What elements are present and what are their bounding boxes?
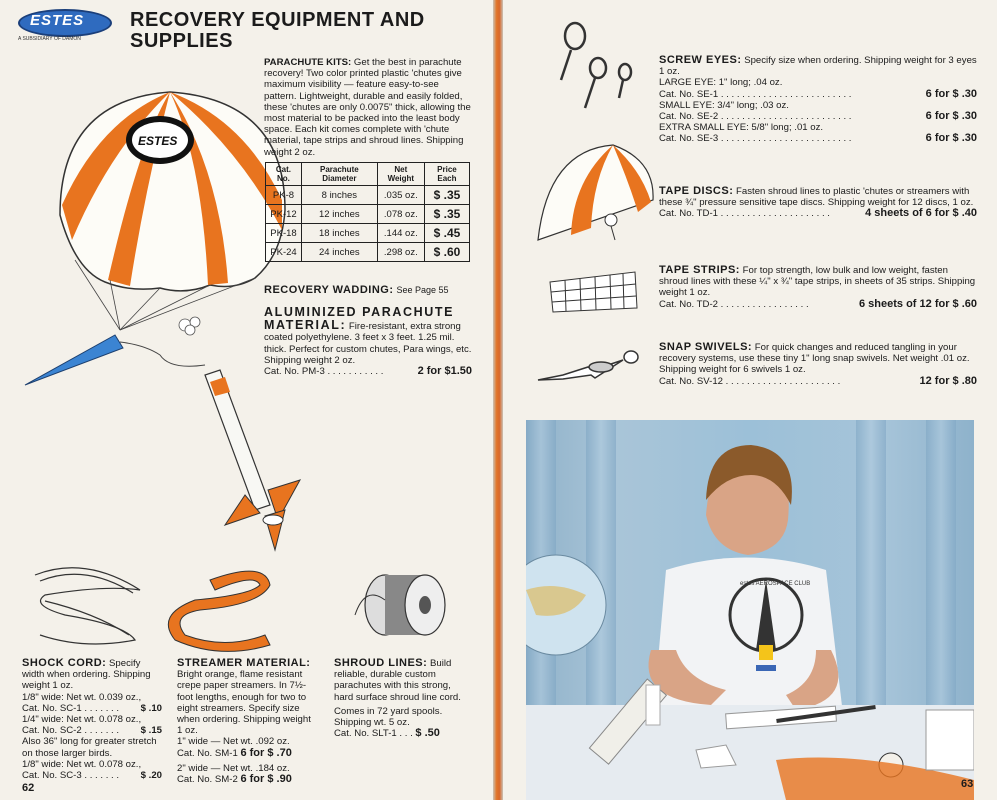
shock-price: $ .10 xyxy=(140,702,162,714)
streamer-price: 6 for $ .70 xyxy=(240,746,292,759)
screw-price: 6 for $ .30 xyxy=(925,132,977,145)
table-row xyxy=(266,186,470,205)
swivels-order-line xyxy=(659,376,977,387)
screw-order-line xyxy=(659,133,977,144)
shroud-text: Build reliable, durable custom parachutes with this strong, hard surface shroud line cord. xyxy=(334,658,461,703)
shock-order-line xyxy=(22,725,162,736)
streamer-heading: STREAMER MATERIAL: xyxy=(177,657,311,669)
table-cell: PK-12 xyxy=(266,205,302,224)
screw-price: 6 for $ .30 xyxy=(925,110,977,123)
logo-text: ESTES xyxy=(30,12,85,29)
shock-order-line xyxy=(22,770,162,781)
screw-cat: Cat. No. SE-2 . . . . . . . . . . . . . . . . . . . . . . . . . xyxy=(659,111,852,123)
table-cell: .035 oz. xyxy=(377,186,424,205)
parachute-kits-heading: PARACHUTE KITS: xyxy=(264,57,352,68)
page-number-left: 62 xyxy=(22,782,35,794)
streamer-text: Bright orange, flame resistant crepe paper streamers. In 7½-foot lengths, enough for two to eight streamers. Specify size when ordering. Shipping weight 1 oz. xyxy=(177,669,311,737)
shock-cat: Cat. No. SC-1 . . . . . . . xyxy=(22,702,120,714)
table-cell: PK-18 xyxy=(266,224,302,243)
screw-size-line: LARGE EYE: 1" long; .04 oz. xyxy=(659,77,783,89)
shroud-heading: SHROUD LINES: xyxy=(334,657,428,669)
table-cell: $ .60 xyxy=(424,243,469,262)
aluminized-text: Fire-resistant, extra strong coated polyethylene. 3 feet x 3 feet. 1.25 mil. thick. Perfect for custom chutes, Para wings, etc. Shipping weight 2 oz. xyxy=(264,321,472,366)
screw-order-line xyxy=(659,89,977,100)
table-cell: $ .35 xyxy=(424,186,469,205)
table-row xyxy=(266,224,470,243)
shock-cord-coil xyxy=(35,568,140,644)
screw-eyes-section xyxy=(659,55,977,145)
shock-price: $ .15 xyxy=(140,725,162,737)
tape-strips-heading: TAPE STRIPS: xyxy=(659,264,740,276)
tape-disc-chute-illustration xyxy=(533,140,658,250)
tape-strips-illustration xyxy=(545,270,640,315)
aluminized-material xyxy=(264,306,472,377)
photo-scene xyxy=(526,420,974,800)
table-header: Price Each xyxy=(424,163,469,186)
screw-cat: Cat. No. SE-3 . . . . . . . . . . . . . . . . . . . . . . . . . xyxy=(659,133,852,145)
table-cell: 18 inches xyxy=(301,224,377,243)
screw-eyes-illustration xyxy=(543,20,643,115)
tape-strips-cat: Cat. No. TD-2 . . . . . . . . . . . . . . . . . xyxy=(659,298,809,310)
shock-line: 1/4" wide: Net wt. 0.078 oz., xyxy=(22,714,142,726)
tape-discs-heading: TAPE DISCS: xyxy=(659,185,734,197)
wadding-heading: RECOVERY WADDING: xyxy=(264,284,394,296)
parachute-kits-desc xyxy=(264,57,472,158)
table-cell: 12 inches xyxy=(301,205,377,224)
page-gutter xyxy=(493,0,503,800)
shirt-text: estes AEROSPACE CLUB xyxy=(740,581,811,587)
rocket-body xyxy=(205,370,300,550)
supplies-illustrations xyxy=(25,555,475,655)
aluminized-price: 2 for $1.50 xyxy=(417,365,472,378)
shroud-line-spool xyxy=(355,575,445,635)
aluminized-order-line xyxy=(264,366,472,377)
shock-cat: Cat. No. SC-2 . . . . . . . xyxy=(22,725,120,737)
table-cell: $ .45 xyxy=(424,224,469,243)
table-cell: $ .35 xyxy=(424,205,469,224)
screw-order-line xyxy=(659,111,977,122)
snap-swivel-illustration xyxy=(533,345,643,390)
shock-line: 1/8" wide: Net wt. 0.078 oz., xyxy=(22,758,142,770)
swivels-price: 12 for $ .80 xyxy=(919,374,977,387)
large-eye-icon xyxy=(565,23,585,49)
streamer-cat: Cat. No. SM-1 xyxy=(177,747,238,759)
screw-heading: SCREW EYES: xyxy=(659,54,742,66)
screw-price: 6 for $ .30 xyxy=(925,87,977,100)
streamer-cat: Cat. No. SM-2 xyxy=(177,774,238,786)
shock-cord-text: Specify width when ordering. Shipping weight 1 oz. xyxy=(22,658,151,692)
page-title: RECOVERY EQUIPMENT AND SUPPLIES xyxy=(130,9,425,52)
streamer-ribbon xyxy=(168,571,270,651)
extra-small-eye-icon xyxy=(619,64,631,80)
builder-photo xyxy=(526,420,974,800)
shock-line: 1/8" wide: Net wt. 0.039 oz., xyxy=(22,691,142,703)
screw-text: Specify size when ordering. Shipping weight for 3 eyes 1 oz. xyxy=(659,55,977,78)
swivels-text: For quick changes and reduced tangling in your recovery systems, use these tiny 1" long snap swivels. Net weight .01 oz. Shipping weight for 6 swivels 1 oz. xyxy=(659,342,970,376)
swivels-heading: SNAP SWIVELS: xyxy=(659,341,753,353)
shock-order-line xyxy=(22,703,162,714)
shock-price: $ .20 xyxy=(140,770,162,782)
person xyxy=(649,445,847,740)
tape-strips-section xyxy=(659,265,977,310)
table-header: Net Weight xyxy=(377,163,424,186)
screw-cat: Cat. No. SE-1 . . . . . . . . . . . . . . . . . . . . . . . . . xyxy=(659,88,852,100)
table-row xyxy=(266,205,470,224)
parachute-canopy xyxy=(60,92,285,291)
left-page xyxy=(0,0,493,800)
parachute-price-table xyxy=(265,162,470,262)
shroud-price: $ .50 xyxy=(415,727,440,740)
svg-text:ESTES: ESTES xyxy=(138,134,178,148)
shock-cord-heading: SHOCK CORD: xyxy=(22,657,107,669)
table-header: Cat. No. xyxy=(266,163,302,186)
table-cell: .078 oz. xyxy=(377,205,424,224)
streamer-section xyxy=(177,658,317,785)
aluminized-heading: ALUMINIZED PARACHUTE MATERIAL: xyxy=(264,305,455,333)
screw-size-line: SMALL EYE: 3/4" long; .03 oz. xyxy=(659,99,789,111)
tape-discs-price: 4 sheets of 6 for $ .40 xyxy=(865,207,977,220)
tape-strips-text: For top strength, low bulk and low weight, fasten shroud lines with these ¼" x ¾" tape strips, in sheets of 35 strips. Shipping weight 1 oz. xyxy=(659,265,976,299)
shock-cord-section xyxy=(22,658,162,781)
streamer-line: 2" wide — Net wt. .184 oz. xyxy=(177,762,290,774)
tape-discs-section xyxy=(659,186,977,220)
parachute-kits-text: Get the best in parachute recovery! Two color printed plastic 'chutes give maximum visibility — feature easy-to-see pattern. Lightweight, durable and easily folded, these 'chutes are only 0.0075" thick, allowing the most material to be packed into the least body space. Each kit comes complete with 'chute material, tape strips and shroud lines. Shipping weight 2 oz. xyxy=(264,57,471,158)
wadding-ref: See Page 55 xyxy=(396,285,449,295)
table-header: Parachute Diameter xyxy=(301,163,377,186)
shroud-lines-section xyxy=(334,658,472,739)
shock-line: Also 36" long for greater stretch on those larger birds. xyxy=(22,736,157,759)
tape-strips-price: 6 sheets of 12 for $ .60 xyxy=(859,297,977,310)
shroud-text-2: Comes in 72 yard spools. Shipping wt. 5 oz. xyxy=(334,705,443,729)
page-number-right: 63 xyxy=(961,778,974,790)
table-cell: PK-24 xyxy=(266,243,302,262)
table-cell: .298 oz. xyxy=(377,243,424,262)
table-cell: 8 inches xyxy=(301,186,377,205)
snap-swivels-section xyxy=(659,342,977,387)
tape-discs-order-line xyxy=(659,208,977,219)
shroud-order-line xyxy=(334,728,472,739)
small-eye-icon xyxy=(590,58,606,78)
shroud-cat: Cat. No. SLT-1 . . . xyxy=(334,728,413,740)
nose-cone xyxy=(25,335,205,385)
shock-cat: Cat. No. SC-3 . . . . . . . xyxy=(22,770,120,782)
table-row xyxy=(266,243,470,262)
tape-discs-cat: Cat. No. TD-1 . . . . . . . . . . . . . . . . . . . . . xyxy=(659,208,830,220)
table-cell: PK-8 xyxy=(266,186,302,205)
streamer-line: 1" wide — Net wt. .092 oz. xyxy=(177,736,290,748)
right-page xyxy=(503,0,997,800)
wadding-puff xyxy=(179,317,200,335)
tape-discs-text: Fasten shroud lines to plastic 'chutes or streamers with these ¾" pressure sensitive tape discs. Shipping weight for 12 discs, 1 oz. xyxy=(659,186,974,209)
logo-subsidiary: A SUBSIDIARY OF DAMON xyxy=(18,36,81,42)
swivels-cat: Cat. No. SV-12 . . . . . . . . . . . . . . . . . . . . . . xyxy=(659,375,841,387)
table-cell: .144 oz. xyxy=(377,224,424,243)
table-cell: 24 inches xyxy=(301,243,377,262)
streamer-price: 6 for $ .90 xyxy=(240,773,292,786)
streamer-order-line xyxy=(177,748,317,759)
tape-strips-order-line xyxy=(659,299,977,310)
recovery-wadding xyxy=(264,284,474,296)
aluminized-cat: Cat. No. PM-3 . . . . . . . . . . . xyxy=(264,366,384,378)
screw-size-line: EXTRA SMALL EYE: 5/8" long; .01 oz. xyxy=(659,122,824,134)
streamer-order-line xyxy=(177,774,317,785)
